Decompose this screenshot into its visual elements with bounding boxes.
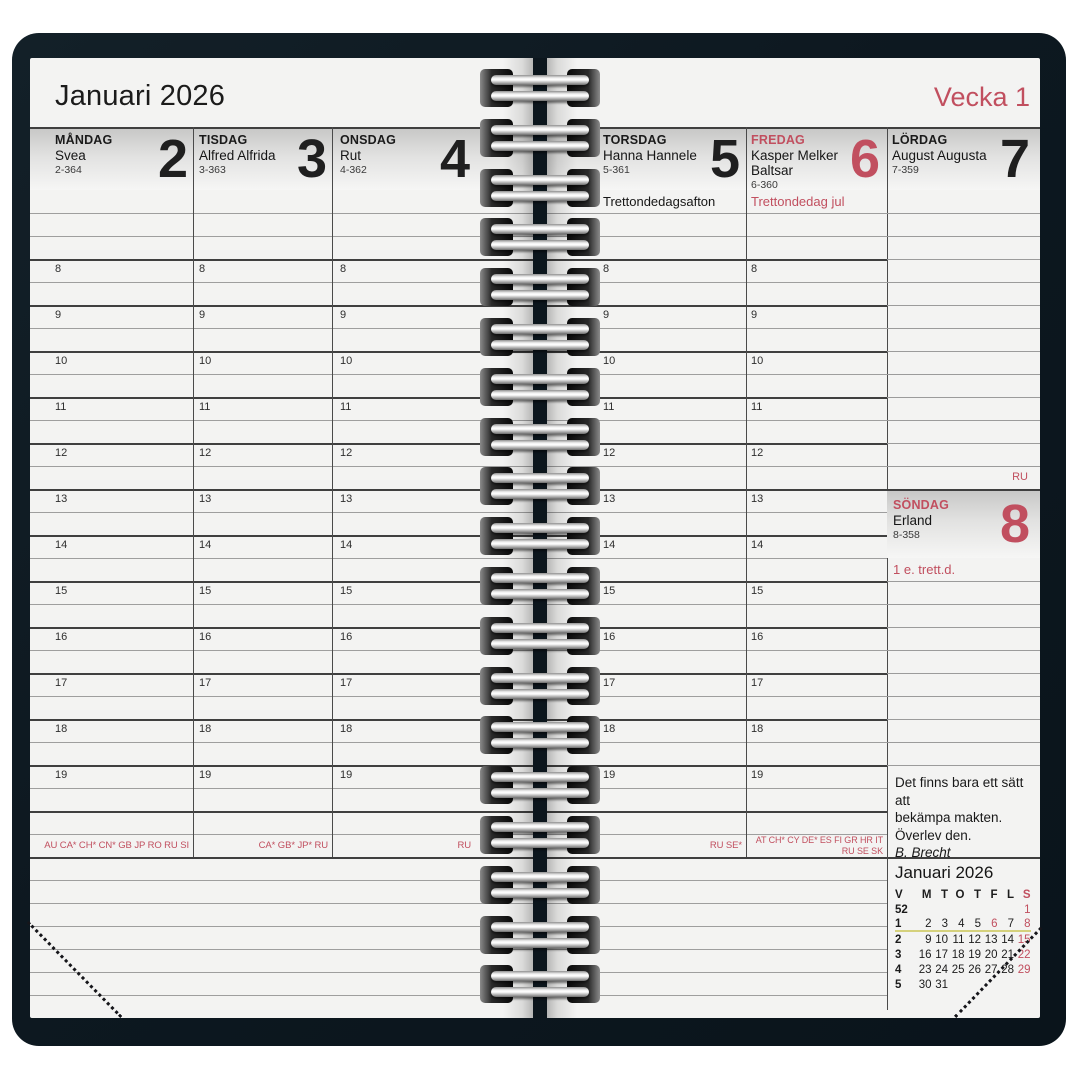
- hour-label: 12: [603, 447, 616, 459]
- hour-label: 19: [603, 769, 616, 781]
- ruled-line: [887, 328, 1040, 329]
- day-header-friday: [746, 127, 887, 190]
- hour-label: 10: [751, 355, 764, 367]
- day-name: ONSDAG: [340, 133, 397, 147]
- ruled-line: [547, 926, 887, 927]
- month-title: Januari 2026: [55, 80, 226, 112]
- minical-week-row: [895, 977, 1038, 992]
- column-divider: [746, 127, 747, 857]
- ruled-line: [547, 627, 887, 629]
- ruled-line: [30, 282, 533, 283]
- minical-day-cell: 14: [1001, 933, 1014, 946]
- ruled-line: [30, 328, 533, 329]
- ruled-line: [30, 811, 533, 813]
- minical-day-cell: 4: [948, 918, 965, 932]
- ruled-line: [887, 627, 1040, 628]
- ruled-line: [30, 627, 533, 629]
- holiday-codes-friday: AT CH* CY DE* ES FI GR HR IT RU SE SK: [755, 834, 883, 856]
- minical-week-row: [895, 932, 1038, 947]
- hour-label: 14: [751, 539, 764, 551]
- ruled-line: [30, 696, 533, 697]
- left-page: [30, 58, 533, 1018]
- ruled-line: [30, 719, 533, 721]
- minical-day-header: T: [940, 888, 948, 901]
- hour-label: 9: [751, 309, 758, 321]
- day-of-year: 5-361: [603, 164, 630, 176]
- ruled-line: [547, 650, 887, 651]
- hour-label: 11: [603, 401, 615, 413]
- minical-day-cell: 2: [915, 918, 932, 932]
- ruled-line: [30, 765, 533, 767]
- ruled-line: [30, 926, 533, 927]
- ruled-line: [30, 351, 533, 353]
- ruled-line: [547, 765, 887, 767]
- minical-day-cell: 29: [1017, 963, 1031, 976]
- day-number: 8: [999, 494, 1030, 554]
- minical-day-cell: 7: [998, 918, 1015, 932]
- day-header-sunday: [887, 489, 1040, 558]
- quote-line: Det finns bara ett sätt att: [895, 775, 1024, 808]
- hour-label: 19: [751, 769, 764, 781]
- hour-label: 13: [340, 493, 353, 505]
- minical-day-cell: 10: [935, 933, 948, 946]
- quote-block: [895, 774, 1037, 862]
- day-of-year: 3-363: [199, 164, 226, 176]
- ruled-line: [30, 512, 533, 513]
- day-name: MÅNDAG: [55, 133, 113, 147]
- quote-line: bekämpa makten.: [895, 810, 1003, 825]
- minical-day-header: V: [895, 888, 903, 901]
- ruled-line: [887, 581, 1040, 582]
- day-of-year: 6-360: [751, 179, 778, 191]
- day-header-monday: [30, 127, 193, 190]
- minical-day-cell: 6: [981, 918, 998, 932]
- ruled-line: [30, 673, 533, 675]
- hour-label: 9: [55, 309, 62, 321]
- ruled-line: [887, 420, 1040, 421]
- hour-label: 15: [751, 585, 764, 597]
- hour-label: 15: [55, 585, 68, 597]
- ruled-line: [30, 949, 533, 950]
- hour-label: 16: [55, 631, 68, 643]
- hour-label: 9: [603, 309, 610, 321]
- hour-label: 13: [199, 493, 212, 505]
- day-name: LÖRDAG: [892, 133, 948, 147]
- day-header-saturday: [887, 127, 1040, 190]
- ruled-line: [30, 558, 533, 559]
- name-day: Hanna Hannele: [603, 148, 697, 163]
- minical-week-number: 1: [895, 918, 915, 932]
- minical-week-number: 2: [895, 933, 902, 946]
- holiday-codes-wednesday: RU: [457, 840, 471, 851]
- hour-label: 8: [199, 263, 206, 275]
- ruled-line: [30, 604, 533, 605]
- minical-day-cell: 8: [1014, 918, 1031, 932]
- ruled-line: [547, 443, 887, 445]
- ruled-line: [547, 512, 887, 513]
- right-page: [547, 58, 1040, 1018]
- hour-label: 15: [340, 585, 353, 597]
- ruled-line: [547, 236, 887, 237]
- spiral-spine: [533, 58, 547, 1018]
- ruled-line: [887, 236, 1040, 237]
- ruled-line: [547, 880, 887, 881]
- minical-day-cell: 17: [935, 948, 948, 961]
- hour-label: 12: [199, 447, 212, 459]
- holiday-codes-thursday: RU SE*: [709, 840, 742, 851]
- hour-label: 19: [199, 769, 212, 781]
- minical-day-cell: 13: [984, 933, 998, 946]
- hour-label: 12: [55, 447, 68, 459]
- hour-label: 15: [199, 585, 212, 597]
- hour-label: 17: [340, 677, 353, 689]
- ruled-line: [30, 489, 533, 491]
- hour-label: 19: [340, 769, 353, 781]
- hour-label: 19: [55, 769, 68, 781]
- holiday-codes-monday: AU CA* CH* CN* GB JP RO RU SI: [44, 840, 189, 851]
- minical-day-cell: 31: [935, 978, 948, 991]
- hour-label: 12: [340, 447, 353, 459]
- minical-day-cell: 15: [1017, 933, 1031, 946]
- hour-label: 11: [340, 401, 352, 413]
- ruled-line: [30, 650, 533, 651]
- hour-label: 11: [199, 401, 211, 413]
- day-number: 5: [709, 129, 740, 189]
- minical-day-header: F: [990, 888, 998, 901]
- hour-label: 10: [603, 355, 616, 367]
- column-divider: [332, 127, 333, 857]
- ruled-line: [547, 788, 887, 789]
- ruled-line: [30, 259, 533, 261]
- day-of-year: 4-362: [340, 164, 367, 176]
- day-of-year: 8-358: [893, 529, 920, 541]
- mini-calendar-title: Januari 2026: [895, 863, 994, 882]
- name-day: Alfred Alfrida: [199, 148, 276, 163]
- ruled-line: [887, 443, 1040, 444]
- ruled-line: [30, 374, 533, 375]
- minical-day-cell: 24: [935, 963, 948, 976]
- ruled-line: [547, 558, 887, 559]
- hour-label: 18: [340, 723, 353, 735]
- ruled-line: [30, 305, 533, 307]
- ruled-line: [547, 604, 887, 605]
- ruled-line: [547, 995, 887, 996]
- minical-day-cell: 19: [968, 948, 981, 961]
- hour-label: 14: [603, 539, 616, 551]
- minical-day-cell: 1: [1024, 903, 1031, 916]
- day-number: 2: [157, 129, 188, 189]
- name-day: Rut: [340, 148, 362, 163]
- minical-week-number: 52: [895, 903, 908, 916]
- ruled-line: [547, 397, 887, 399]
- ruled-line: [30, 535, 533, 537]
- minical-day-cell: 25: [951, 963, 965, 976]
- minical-day-cell: 9: [925, 933, 932, 946]
- ruled-line: [547, 420, 887, 421]
- ruled-line: [887, 213, 1040, 214]
- name-day: Erland: [893, 513, 933, 528]
- ruled-line: [887, 259, 1040, 260]
- ruled-line: [887, 719, 1040, 720]
- hour-label: 17: [55, 677, 68, 689]
- minical-week-number: 4: [895, 963, 902, 976]
- minical-day-cell: 18: [951, 948, 965, 961]
- day-number: 4: [439, 129, 470, 189]
- day-name: FREDAG: [751, 133, 805, 147]
- hour-label: 8: [55, 263, 62, 275]
- day-header-wednesday: [332, 127, 533, 190]
- hour-label: 9: [199, 309, 206, 321]
- minical-day-header: O: [955, 888, 965, 901]
- ruled-line: [30, 742, 533, 743]
- ruled-line: [887, 765, 1040, 766]
- day-number: 6: [849, 129, 880, 189]
- day-header-thursday: [547, 127, 746, 190]
- ruled-line: [547, 351, 887, 353]
- ruled-line: [887, 604, 1040, 605]
- ruled-line: [547, 535, 887, 537]
- hour-label: 18: [751, 723, 764, 735]
- ruled-line: [30, 995, 533, 996]
- minical-day-cell: 12: [968, 933, 981, 946]
- hour-label: 15: [603, 585, 616, 597]
- ruled-line: [547, 259, 887, 261]
- quote-author: B. Brecht: [895, 845, 951, 860]
- church-year-day: 1 e. trett.d.: [893, 562, 956, 577]
- day-name: SÖNDAG: [893, 498, 950, 512]
- ruled-line: [30, 857, 533, 859]
- hour-label: 8: [751, 263, 758, 275]
- minical-week-row: [895, 917, 1038, 932]
- ruled-line: [547, 213, 887, 214]
- ruled-line: [547, 466, 887, 467]
- ruled-line: [547, 903, 887, 904]
- minical-header-row: [895, 887, 1038, 902]
- day-number: 7: [999, 129, 1030, 189]
- hour-label: 16: [751, 631, 764, 643]
- ruled-line: [30, 420, 533, 421]
- ruled-line: [30, 443, 533, 445]
- ruled-line: [30, 972, 533, 973]
- holiday-codes-tuesday: CA* GB* JP* RU: [258, 840, 328, 851]
- hour-label: 17: [199, 677, 212, 689]
- hour-label: 18: [55, 723, 68, 735]
- hour-label: 9: [340, 309, 347, 321]
- minical-day-cell: 3: [932, 918, 949, 932]
- hour-label: 13: [55, 493, 68, 505]
- hour-label: 10: [199, 355, 212, 367]
- ruled-line: [547, 972, 887, 973]
- ruled-line: [547, 949, 887, 950]
- day-name: TISDAG: [199, 133, 248, 147]
- column-divider: [193, 127, 194, 857]
- mini-calendar: [888, 859, 1038, 1009]
- name-day: August Augusta: [892, 148, 987, 163]
- hour-label: 13: [603, 493, 616, 505]
- holiday-name-friday: Trettondedag jul: [751, 194, 845, 209]
- minical-week-number: 3: [895, 948, 902, 961]
- ruled-line: [887, 673, 1040, 674]
- ruled-line: [547, 581, 887, 583]
- hour-label: 10: [55, 355, 68, 367]
- name-day: Svea: [55, 148, 86, 163]
- ruled-line: [30, 236, 533, 237]
- ruled-line: [887, 305, 1040, 306]
- ruled-line: [547, 811, 887, 813]
- ruled-line: [547, 328, 887, 329]
- hour-label: 18: [199, 723, 212, 735]
- day-of-year: 2-364: [55, 164, 82, 176]
- ruled-line: [30, 213, 533, 214]
- minical-day-cell: 27: [984, 963, 998, 976]
- ruled-line: [547, 742, 887, 743]
- hour-label: 17: [603, 677, 616, 689]
- hour-label: 8: [340, 263, 347, 275]
- quote-line: Överlev den.: [895, 827, 972, 843]
- ruled-line: [547, 374, 887, 375]
- ruled-line: [547, 696, 887, 697]
- ruled-line: [30, 397, 533, 399]
- ruled-line: [547, 305, 887, 307]
- hour-label: 10: [340, 355, 353, 367]
- hour-label: 16: [340, 631, 353, 643]
- minical-day-cell: 22: [1017, 948, 1031, 961]
- minical-week-row: [895, 962, 1038, 977]
- minical-day-cell: 16: [918, 948, 932, 961]
- name-day: Kasper Melker Baltsar: [751, 148, 839, 178]
- ruled-line: [30, 903, 533, 904]
- minical-day-header: M: [921, 888, 932, 901]
- ruled-line: [547, 719, 887, 721]
- ruled-line: [30, 788, 533, 789]
- ruled-line: [547, 489, 887, 491]
- minical-day-cell: 11: [952, 933, 965, 946]
- hour-label: 14: [55, 539, 68, 551]
- sunday-flag-code: RU: [1012, 471, 1028, 483]
- ruled-line: [30, 880, 533, 881]
- minical-day-cell: 21: [1001, 948, 1014, 961]
- ruled-line: [547, 282, 887, 283]
- ruled-line: [30, 581, 533, 583]
- minical-day-cell: 26: [968, 963, 981, 976]
- minical-day-cell: 20: [984, 948, 998, 961]
- holiday-name-thursday: Trettondedagsafton: [603, 194, 716, 209]
- hour-label: 13: [751, 493, 764, 505]
- ruled-line: [30, 466, 533, 467]
- day-header-tuesday: [193, 127, 332, 190]
- hour-label: 8: [603, 263, 610, 275]
- ruled-line: [887, 650, 1040, 651]
- hour-label: 16: [603, 631, 616, 643]
- minical-week-row: [895, 902, 1038, 917]
- hour-label: 11: [751, 401, 763, 413]
- minical-day-cell: 30: [918, 978, 932, 991]
- hour-label: 14: [199, 539, 212, 551]
- minical-week-number: 5: [895, 978, 902, 991]
- hour-label: 17: [751, 677, 764, 689]
- ruled-line: [547, 673, 887, 675]
- hour-label: 18: [603, 723, 616, 735]
- minical-day-cell: 5: [965, 918, 982, 932]
- ruled-line: [887, 696, 1040, 697]
- minical-day-cell: 28: [1001, 963, 1014, 976]
- ruled-line: [887, 397, 1040, 398]
- minical-day-header: L: [1006, 888, 1014, 901]
- mini-calendar-body: [895, 887, 1038, 992]
- day-number: 3: [296, 129, 327, 189]
- ruled-line: [887, 351, 1040, 352]
- ruled-line: [887, 282, 1040, 283]
- hour-label: 16: [199, 631, 212, 643]
- ruled-line: [887, 374, 1040, 375]
- ruled-line: [887, 742, 1040, 743]
- hour-label: 11: [55, 401, 67, 413]
- minical-day-header: S: [1022, 888, 1031, 901]
- minical-day-cell: 23: [918, 963, 932, 976]
- day-name: TORSDAG: [603, 133, 667, 147]
- day-of-year: 7-359: [892, 164, 919, 176]
- minical-day-header: T: [973, 888, 981, 901]
- week-label: Vecka 1: [933, 82, 1030, 112]
- hour-label: 12: [751, 447, 764, 459]
- hour-label: 14: [340, 539, 353, 551]
